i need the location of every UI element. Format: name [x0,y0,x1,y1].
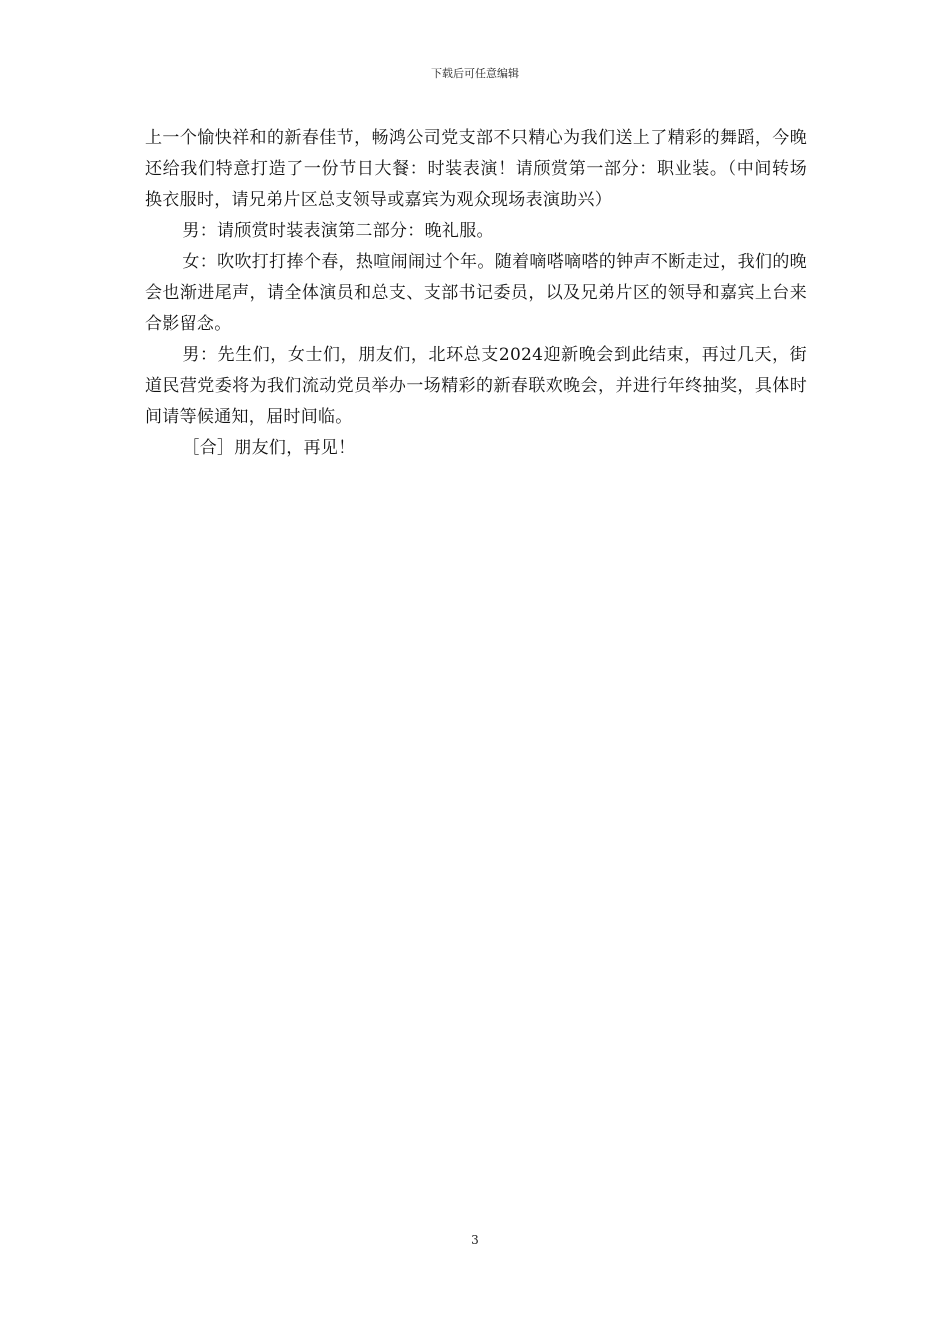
page-header: 下载后可任意编辑 [431,67,519,80]
paragraph-male-host: 男：请颀赏时装表演第二部分：晚礼服。 [182,221,494,241]
paragraph-together-farewell: ［合］朋友们，再见！ [182,438,356,458]
paragraph-male-host-closing: 男：先生们，女士们，朋友们，北环总支2024迎新晚会到此结束，再过几天，街道民营党委将为我们流动党员举办一场精彩的新春联欢晚会，并进行年终抽奖，具体时间请等候通知，届时间临。 [145,345,807,427]
page-number: 3 [471,1233,479,1247]
paragraph-continued: 上一个愉快祥和的新春佳节，畅鸿公司党支部不只精心为我们送上了精彩的舞蹈，今晚还给我们特意打造了一份节日大餐：时装表演！请颀赏第一部分：职业装。（中间转场换衣服时，请兄弟片区总支领导或嘉宾为观众现场表演助兴） [145,128,807,210]
document-body [145,123,807,464]
paragraph-female-host: 女：吹吹打打捧个春，热喧闹闹过个年。随着嘀嗒嘀嗒的钟声不断走过，我们的晚会也渐进尾声，请全体演员和总支、支部书记委员，以及兄弟片区的领导和嘉宾上台来合影留念。 [145,252,807,334]
